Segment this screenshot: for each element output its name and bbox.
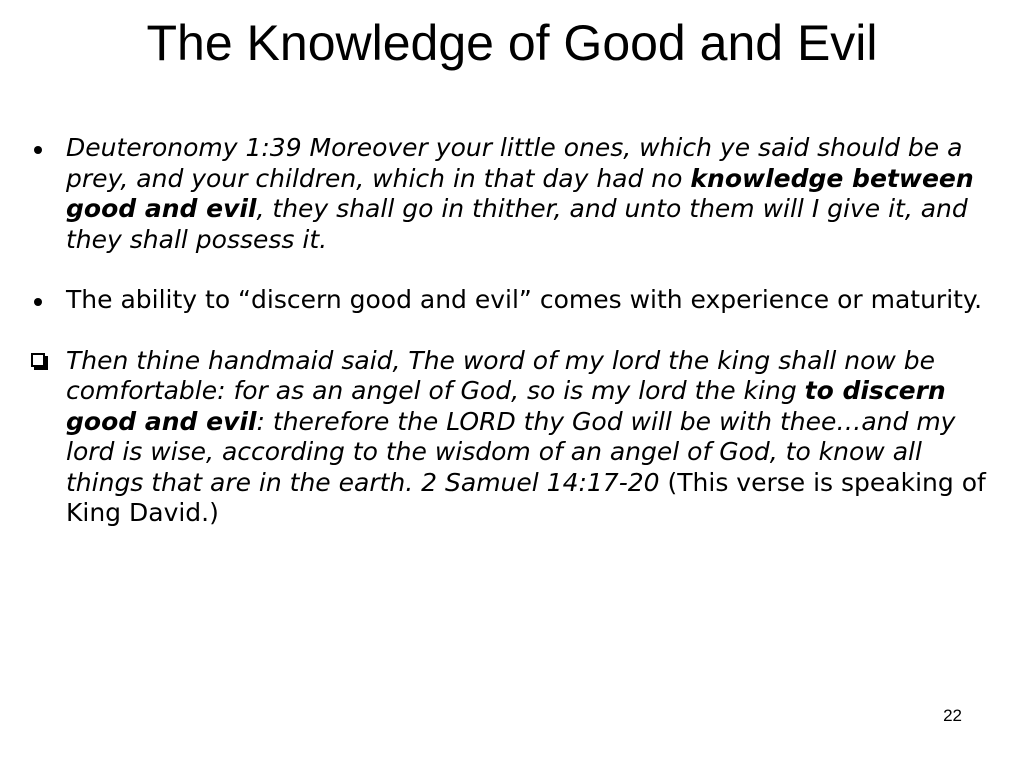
bullet-text: The ability to “discern good and evil” comes with experience or maturity. — [66, 285, 983, 314]
bullet-discern-ability — [28, 285, 1003, 316]
emphasis-text: to discern good and evil — [66, 376, 946, 436]
bullet-deuteronomy — [28, 133, 1003, 255]
bullet-samuel — [28, 346, 1003, 529]
bullet-text: Then thine handmaid said, The word of my lord the king shall now be comfortable: for as an angel of God, so is my lord the king — [66, 345, 936, 405]
bullet-list — [28, 133, 1003, 529]
bullet-text: Deuteronomy 1:39 Moreover your little ones, which ye said should be a prey, and your children, which in that day had no — [66, 133, 963, 193]
emphasis-text: knowledge between good and evil — [66, 163, 974, 223]
bullet-text: , they shall go in thither, and unto them will I give it, and they shall possess it. — [66, 194, 968, 254]
bullet-text: : therefore the LORD thy God will be with thee…and my lord is wise, according to the wisdom of an angel of God, to know all things that are in the earth. 2 Samuel 14:17-20 — [66, 406, 956, 497]
slide-title: The Knowledge of Good and Evil — [146, 15, 878, 71]
page-number: 22 — [943, 706, 962, 725]
bullet-note-text: (This verse is speaking of King David.) — [66, 467, 986, 527]
